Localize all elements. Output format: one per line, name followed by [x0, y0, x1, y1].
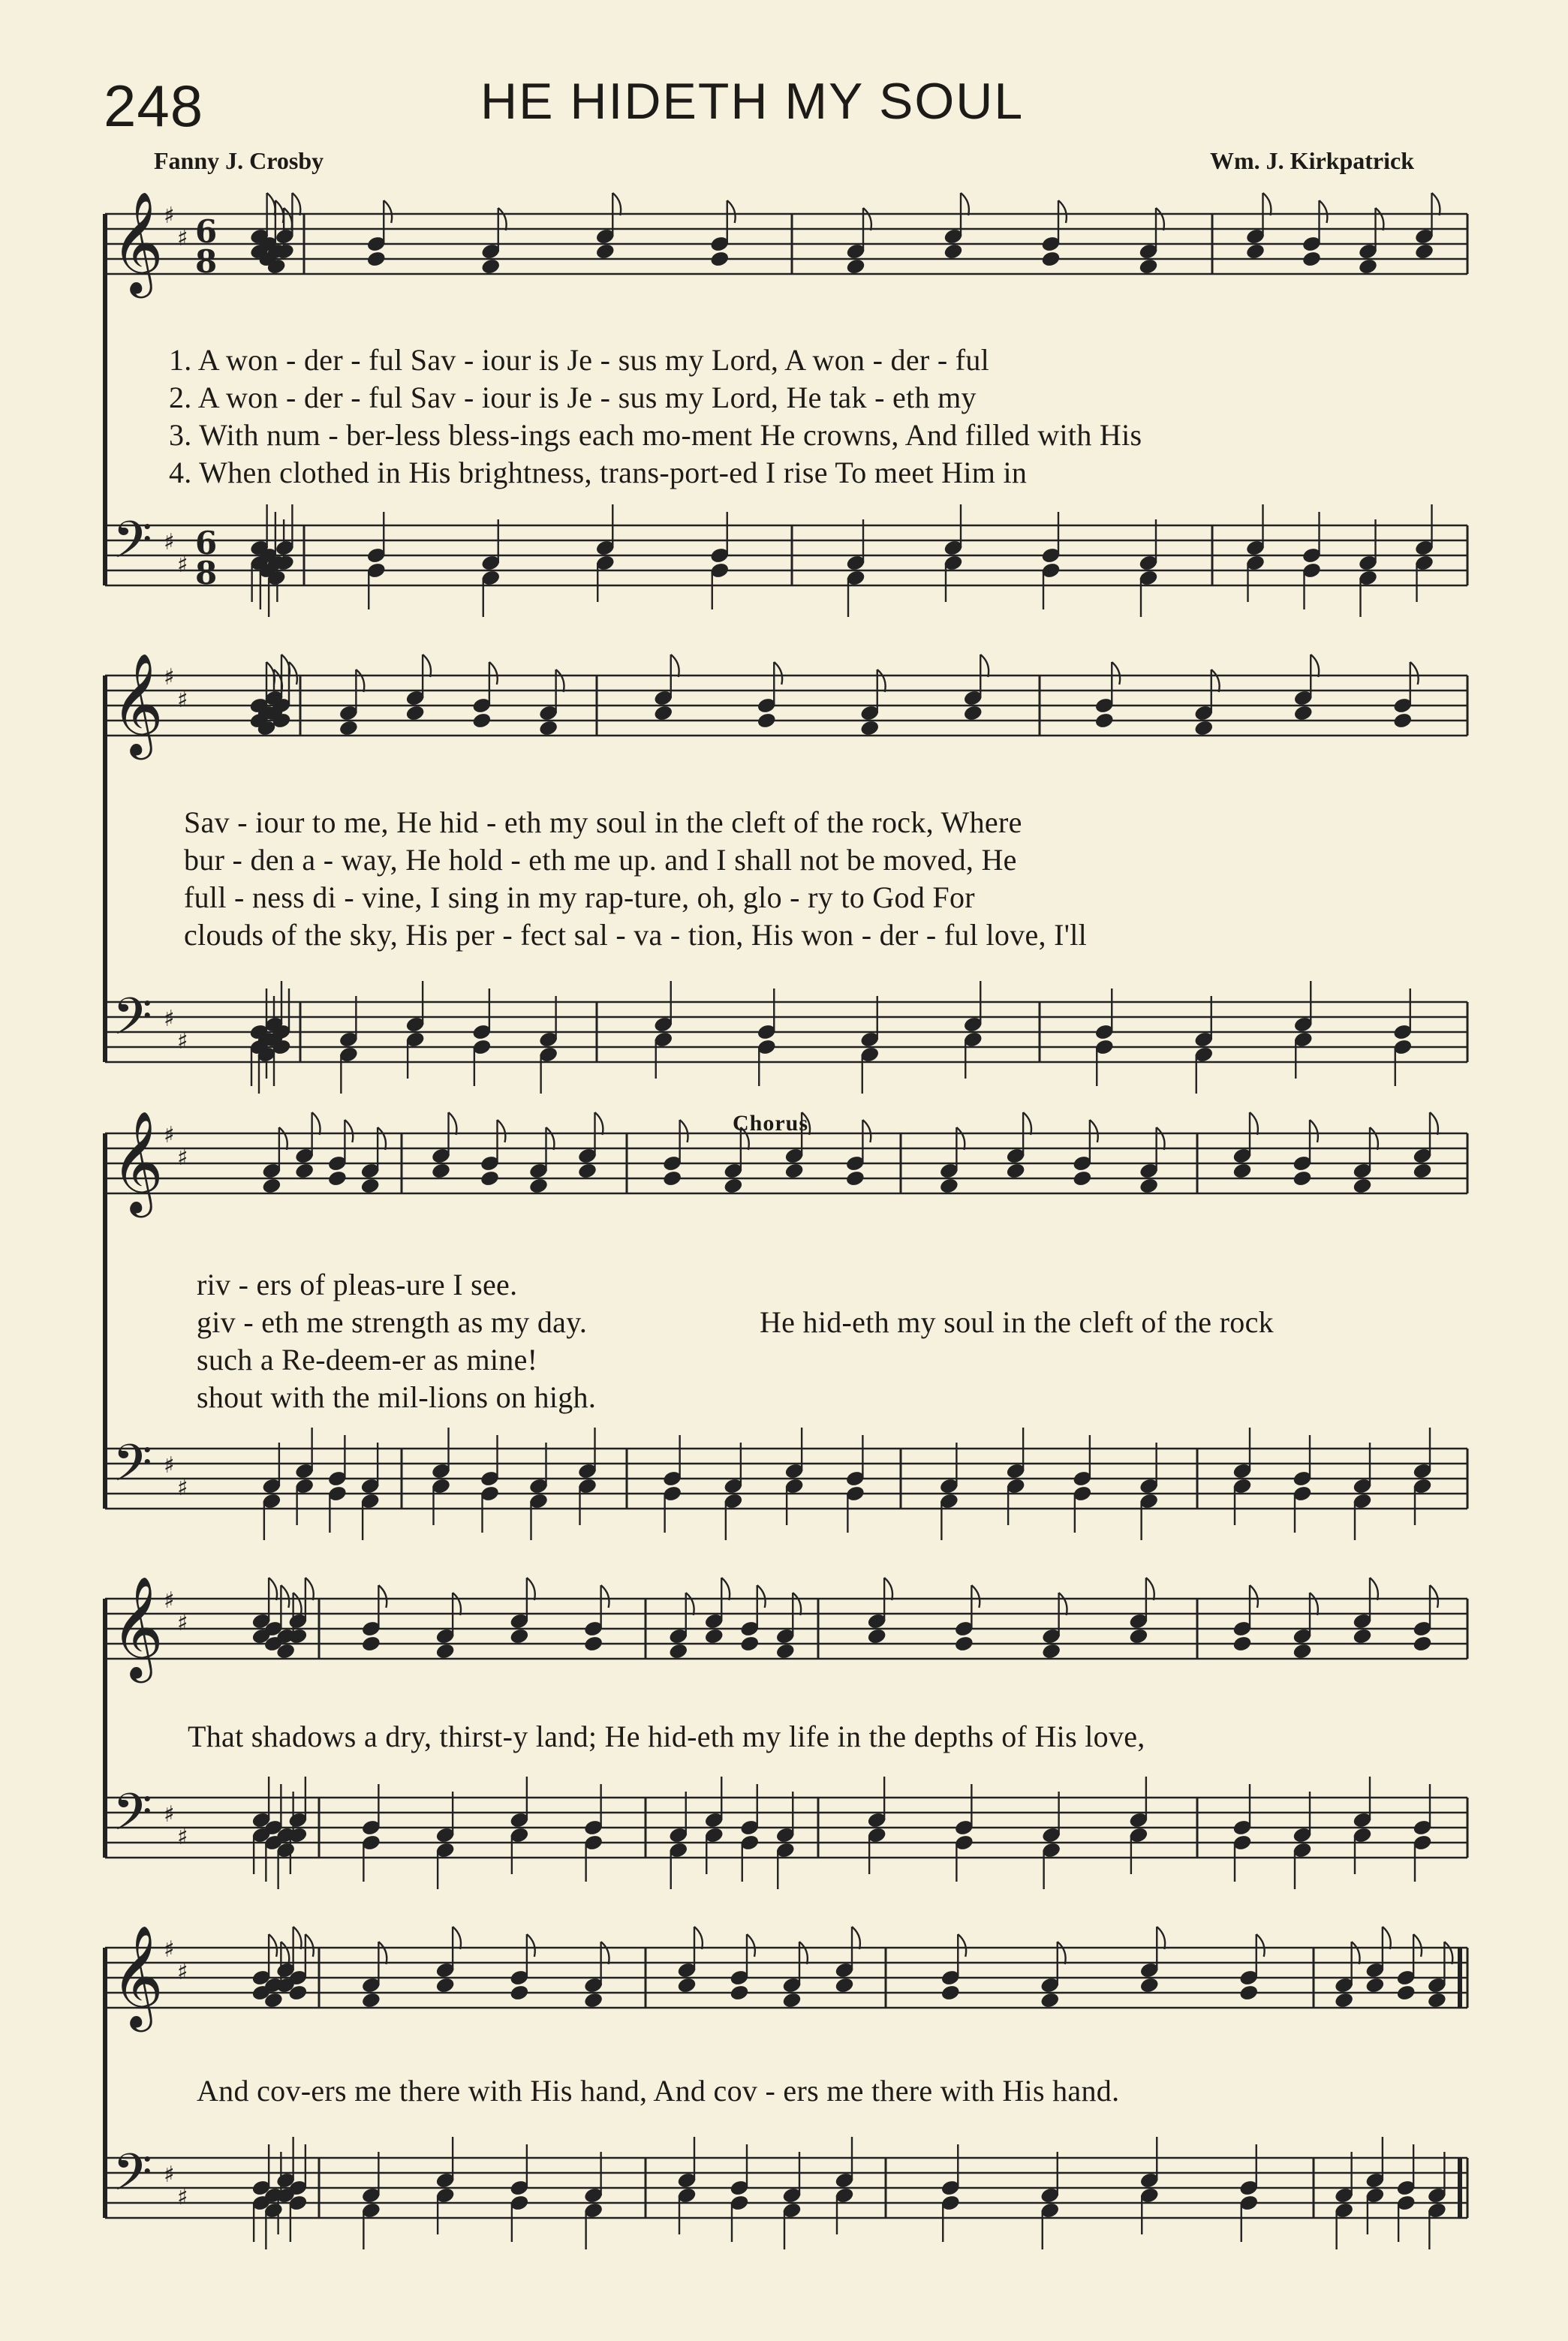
flag	[1444, 1942, 1452, 1964]
flag	[694, 1927, 703, 1949]
flag	[453, 1927, 461, 1949]
notehead	[1353, 1178, 1372, 1195]
notehead	[360, 1178, 380, 1195]
flag	[384, 200, 392, 223]
sharp-sign: ♯	[164, 2162, 175, 2188]
notehead	[704, 1628, 724, 1645]
flag	[686, 1593, 694, 1615]
notehead	[1139, 258, 1158, 275]
notehead	[1393, 712, 1413, 730]
notes	[249, 193, 1452, 2249]
notehead	[584, 1635, 603, 1653]
flag	[1310, 1593, 1318, 1615]
sharp-sign: ♯	[164, 664, 175, 691]
flag	[1430, 1112, 1438, 1135]
flag	[292, 193, 300, 215]
notehead	[510, 1984, 529, 2002]
composer-credit: Wm. J. Kirkpatrick	[1210, 147, 1414, 174]
notehead	[1302, 251, 1321, 268]
notehead	[577, 1163, 597, 1180]
bass-clef: 𝄢	[113, 988, 152, 1059]
notehead	[480, 1170, 499, 1187]
time-signature-numerator: 6	[195, 525, 218, 561]
flag	[747, 1934, 755, 1957]
notehead	[784, 1163, 804, 1180]
flag	[1370, 1127, 1378, 1150]
sharp-sign: ♯	[164, 1122, 175, 1148]
notehead	[481, 258, 501, 275]
hymn-title: HE HIDETH MY SOUL	[480, 73, 1025, 130]
notehead	[595, 243, 615, 260]
notehead	[361, 1992, 381, 2009]
flag	[498, 1120, 506, 1142]
sharp-sign: ♯	[164, 1452, 175, 1479]
sharp-sign: ♯	[177, 225, 188, 251]
flag	[1058, 200, 1067, 223]
bass-clef: 𝄢	[113, 1434, 152, 1506]
lyric-line-5-chorus: And cov-ers me there with His hand, And cov - ers me there with His hand.	[197, 2074, 1120, 2108]
flag	[1058, 1942, 1066, 1964]
time-signature-denominator: 8	[195, 555, 218, 591]
notehead	[435, 1977, 455, 1994]
notehead	[939, 1178, 959, 1195]
notehead	[782, 1992, 802, 2009]
notehead	[528, 1178, 548, 1195]
sharp-sign: ♯	[164, 1936, 175, 1963]
notehead	[1413, 1635, 1432, 1653]
flag	[1023, 1112, 1031, 1135]
lyric-line-1-verse-2: 2. A won - der - ful Sav - iour is Je - sus my Lord, He tak - eth my	[169, 381, 977, 414]
flag	[1263, 193, 1272, 215]
sharp-sign: ♯	[177, 552, 188, 578]
lyric-line-4-chorus: That shadows a dry, thirst-y land; He hid-eth my life in the depths of His love,	[188, 1720, 1145, 1753]
notehead	[1094, 712, 1114, 730]
flag	[971, 1585, 980, 1608]
notehead	[963, 705, 983, 722]
flag	[281, 1942, 289, 1964]
flag	[1320, 200, 1328, 223]
flag	[378, 1127, 386, 1150]
notehead	[1232, 1635, 1252, 1653]
flag	[884, 1578, 892, 1600]
clefs	[111, 190, 164, 2215]
notehead	[1245, 243, 1265, 260]
lyric-line-2-verse-3: full - ness di - vine, I sing in my rap-ture, oh, glo - ry to God For	[184, 880, 975, 914]
lyric-line-3-verse-4: shout with the mil-lions on high.	[197, 1380, 597, 1414]
lyric-line-1-verse-1: 1. A won - der - ful Sav - iour is Je - sus my Lord, A won - der - ful	[169, 343, 990, 377]
notehead	[1239, 1984, 1259, 2002]
sharp-sign: ♯	[177, 1824, 188, 1850]
flag	[279, 1127, 287, 1150]
treble-clef: 𝄞	[111, 1109, 164, 1213]
notehead	[669, 1643, 688, 1660]
flag	[1250, 1112, 1258, 1135]
flag	[980, 654, 989, 677]
notehead	[867, 1628, 886, 1645]
chorus-label: Chorus	[733, 1111, 809, 1136]
notehead	[339, 720, 358, 737]
flag	[498, 208, 507, 230]
notehead	[1194, 720, 1214, 737]
flag	[863, 208, 871, 230]
sharp-sign: ♯	[177, 687, 188, 713]
lyric-line-3-verse-2: giv - eth me strength as my day.	[197, 1305, 588, 1339]
flag	[1311, 654, 1319, 677]
flag	[1383, 1927, 1391, 1949]
flag	[269, 1578, 277, 1600]
flag	[275, 200, 284, 223]
sharp-sign: ♯	[164, 1587, 175, 1614]
notehead	[262, 1178, 281, 1195]
flag	[852, 1927, 860, 1949]
flag	[680, 1120, 688, 1142]
notehead	[730, 1984, 749, 2002]
treble-clef: 𝄞	[111, 651, 164, 755]
sharp-sign: ♯	[177, 1145, 188, 1171]
flag	[671, 654, 679, 677]
notehead	[860, 720, 880, 737]
flag	[956, 1127, 965, 1150]
notehead	[1139, 1178, 1159, 1195]
flag	[1146, 1578, 1154, 1600]
notehead	[654, 705, 673, 722]
notehead	[1006, 1163, 1025, 1180]
key-signatures	[164, 203, 188, 2210]
lyric-line-2-verse-2: bur - den a - way, He hold - eth me up. and I shall not be moved, He	[184, 843, 1017, 877]
notehead	[431, 1163, 450, 1180]
flag	[293, 1593, 302, 1615]
notehead	[835, 1977, 854, 1994]
sharp-sign: ♯	[164, 203, 175, 229]
notehead	[1041, 251, 1061, 268]
notehead	[1129, 1628, 1148, 1645]
flag	[423, 654, 431, 677]
hymn-number: 248	[104, 73, 204, 139]
notehead	[361, 1635, 381, 1653]
flag	[961, 193, 969, 215]
lyric-line-2-verse-1: Sav - iour to me, He hid - eth my soul in the cleft of the rock, Where	[184, 805, 1022, 839]
notehead	[846, 258, 865, 275]
flag	[1250, 1585, 1258, 1608]
notehead	[1040, 1992, 1060, 2009]
flag	[281, 1585, 289, 1608]
flag	[489, 662, 498, 685]
notehead	[944, 243, 963, 260]
notehead	[510, 1628, 529, 1645]
flag	[612, 193, 621, 215]
notehead	[775, 1643, 795, 1660]
flag	[721, 1578, 730, 1600]
sharp-sign: ♯	[177, 1028, 188, 1055]
notehead	[1353, 1628, 1372, 1645]
notehead	[1427, 1992, 1446, 2009]
flag	[305, 1578, 314, 1600]
notehead	[677, 1977, 697, 1994]
flag	[1310, 1120, 1318, 1142]
notehead	[845, 1170, 865, 1187]
notehead	[710, 251, 730, 268]
flag	[1156, 208, 1164, 230]
flag	[1376, 208, 1384, 230]
flag	[293, 1927, 302, 1949]
notehead	[327, 1170, 347, 1187]
time-signature-numerator: 6	[195, 213, 218, 250]
flag	[527, 1578, 535, 1600]
notehead	[663, 1170, 682, 1187]
flag	[1432, 193, 1440, 215]
treble-clef: 𝄞	[111, 1924, 164, 2027]
notehead	[1335, 1992, 1354, 2009]
flag	[1112, 662, 1120, 685]
notehead	[1293, 705, 1313, 722]
flag	[284, 208, 292, 230]
flag	[527, 1934, 535, 1957]
notehead	[405, 705, 425, 722]
notehead	[295, 1163, 315, 1180]
sharp-sign: ♯	[177, 1610, 188, 1636]
flag	[727, 200, 736, 223]
flag	[799, 1942, 808, 1964]
lyric-line-1-verse-3: 3. With num - ber-less bless-ings each mo-ment He crowns, And filled with His	[169, 418, 1142, 452]
bass-clef: 𝄢	[113, 2144, 152, 2215]
notehead	[1293, 1643, 1312, 1660]
flag	[774, 662, 782, 685]
flag	[1090, 1120, 1098, 1142]
sharp-sign: ♯	[177, 1959, 188, 1985]
flag	[453, 1593, 461, 1615]
lyric-line-2-verse-4: clouds of the sky, His per - fect sal - va - tion, His won - der - ful love, I'll	[184, 918, 1088, 952]
flag	[312, 1112, 321, 1135]
sharp-sign: ♯	[164, 1801, 175, 1828]
flag	[356, 670, 364, 692]
notehead	[954, 1635, 974, 1653]
flag	[1352, 1942, 1360, 1964]
notehead	[288, 1628, 308, 1645]
notehead	[757, 712, 776, 730]
lyric-line-1-verse-4: 4. When clothed in His brightness, trans-port-ed I rise To meet Him in	[169, 456, 1028, 489]
flag	[1257, 1934, 1265, 1957]
notehead	[1139, 1977, 1159, 1994]
notehead	[1042, 1643, 1061, 1660]
sharp-sign: ♯	[164, 1006, 175, 1032]
bass-clef: 𝄢	[113, 511, 152, 582]
notehead	[1358, 258, 1377, 275]
flag	[1157, 1127, 1165, 1150]
notehead	[1293, 1170, 1312, 1187]
notehead	[1073, 1170, 1092, 1187]
flag	[958, 1934, 966, 1957]
time-signature-denominator: 8	[195, 243, 218, 280]
flag	[601, 1942, 609, 1964]
flag	[1211, 670, 1220, 692]
notehead	[472, 712, 492, 730]
notehead	[740, 1635, 760, 1653]
lyric-line-3-verse-3: such a Re-deem-er as mine!	[197, 1343, 538, 1377]
flag	[793, 1593, 801, 1615]
notehead	[1232, 1163, 1252, 1180]
notehead	[366, 251, 386, 268]
flag	[345, 1120, 353, 1142]
flag	[267, 193, 275, 215]
lyricist-credit: Fanny J. Crosby	[154, 147, 324, 174]
flag	[1410, 662, 1419, 685]
sharp-sign: ♯	[177, 1475, 188, 1501]
notehead	[1365, 1977, 1385, 1994]
lyric-line-3-chorus: He hid-eth my soul in the cleft of the rock	[760, 1305, 1274, 1339]
flag	[757, 1585, 766, 1608]
flag	[556, 670, 564, 692]
lyric-line-3-verse-1: riv - ers of pleas-ure I see.	[197, 1268, 518, 1301]
treble-clef: 𝄞	[111, 1575, 164, 1678]
flag	[546, 1127, 555, 1150]
notehead	[724, 1178, 743, 1195]
notehead	[1413, 1163, 1432, 1180]
flag	[601, 1585, 609, 1608]
flag	[862, 1120, 871, 1142]
notehead	[584, 1992, 603, 2009]
flag	[269, 1934, 277, 1957]
flag	[595, 1112, 603, 1135]
flag	[378, 1942, 387, 1964]
flag	[877, 670, 886, 692]
sharp-sign: ♯	[164, 529, 175, 555]
notehead	[435, 1643, 455, 1660]
bass-clef: 𝄢	[113, 1783, 152, 1855]
sharp-sign: ♯	[177, 2184, 188, 2210]
flag	[1413, 1934, 1422, 1957]
flag	[449, 1112, 457, 1135]
flag	[1370, 1578, 1378, 1600]
notehead	[940, 1984, 960, 2002]
notehead	[1414, 243, 1434, 260]
flag	[378, 1585, 387, 1608]
treble-clef: 𝄞	[111, 190, 164, 293]
flag	[1059, 1593, 1067, 1615]
flag	[305, 1934, 314, 1957]
flag	[1157, 1927, 1165, 1949]
notehead	[539, 720, 558, 737]
notehead	[1396, 1984, 1416, 2002]
flag	[1430, 1585, 1438, 1608]
